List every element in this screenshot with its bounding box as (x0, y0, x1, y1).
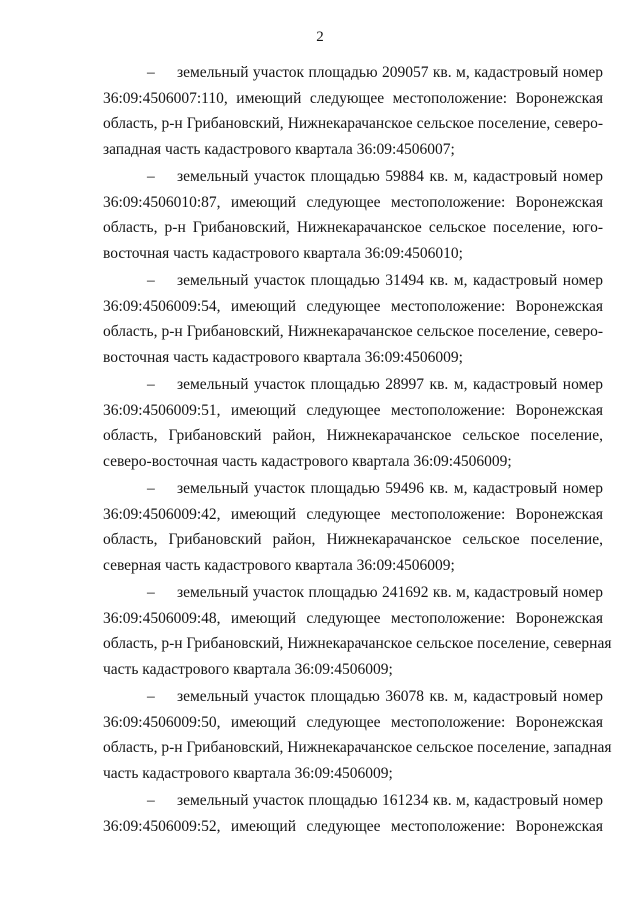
bullet-dash: – (147, 272, 155, 289)
text-line (103, 372, 603, 398)
line-text: земельный участок площадью 31494 кв. м, кадастровый номер (177, 272, 603, 289)
list-item (103, 164, 603, 266)
text-line: область, Грибановский район, Нижнекарачанское сельское поселение, (103, 531, 603, 548)
text-line: 36:09:4506009:54, имеющий следующее местоположение: Воронежская (103, 297, 603, 315)
bullet-dash: – (147, 688, 155, 705)
text-line: 36:09:4506009:52, имеющий следующее местоположение: Воронежская (103, 817, 603, 835)
bullet-dash: – (147, 584, 155, 601)
text-line: восточная часть кадастрового квартала 36:09:4506010; (103, 244, 463, 262)
line-text: земельный участок площадью 241692 кв. м, кадастровый номер (177, 584, 603, 601)
bullet-dash: – (147, 64, 155, 81)
text-line: 36:09:4506009:51, имеющий следующее местоположение: Воронежская (103, 401, 603, 419)
bullet-dash: – (147, 480, 155, 497)
list-item (103, 268, 603, 370)
text-line: 36:09:4506009:42, имеющий следующее местоположение: Воронежская (103, 505, 603, 523)
text-line (103, 60, 603, 86)
text-line: область, Грибановский район, Нижнекарачанское сельское поселение, (103, 427, 603, 444)
text-line: область, р-н Грибановский, Нижнекарачанское сельское поселение, северная (103, 635, 612, 652)
text-line (103, 788, 603, 814)
text-line: восточная часть кадастрового квартала 36:09:4506009; (103, 348, 463, 366)
bullet-dash: – (147, 168, 155, 185)
list-item (103, 788, 603, 839)
text-line (103, 164, 603, 190)
bullet-dash: – (147, 792, 155, 809)
document-body (103, 60, 612, 841)
list-item (103, 580, 612, 682)
list-item (103, 60, 603, 162)
text-line: область, р-н Грибановский, Нижнекарачанское сельское поселение, северо- (103, 323, 603, 340)
text-line: область, р-н Грибановский, Нижнекарачанское сельское поселение, западная (103, 739, 612, 756)
text-line (103, 268, 603, 294)
text-line: область, р-н Грибановский, Нижнекарачанское сельское поселение, северо- (103, 115, 603, 132)
list-item (103, 684, 612, 786)
text-line: 36:09:4506009:48, имеющий следующее местоположение: Воронежская (103, 609, 603, 627)
text-line: северная часть кадастрового квартала 36:09:4506009; (103, 556, 455, 574)
line-text: земельный участок площадью 209057 кв. м, кадастровый номер (177, 64, 603, 81)
text-line: северо-восточная часть кадастрового квартала 36:09:4506009; (103, 452, 512, 470)
text-line (103, 476, 603, 502)
text-line: часть кадастрового квартала 36:09:4506009; (103, 660, 393, 678)
text-line: 36:09:4506007:110, имеющий следующее местоположение: Воронежская (103, 89, 603, 107)
text-line: область, р-н Грибановский, Нижнекарачанское сельское поселение, юго- (103, 219, 603, 236)
line-text: земельный участок площадью 36078 кв. м, кадастровый номер (177, 688, 603, 705)
text-line: западная часть кадастрового квартала 36:09:4506007; (103, 140, 455, 158)
line-text: земельный участок площадью 161234 кв. м, кадастровый номер (177, 792, 603, 809)
line-text: земельный участок площадью 59884 кв. м, кадастровый номер (177, 168, 603, 185)
text-line: 36:09:4506010:87, имеющий следующее местоположение: Воронежская (103, 193, 603, 211)
page-number: 2 (316, 29, 324, 45)
text-line (103, 580, 603, 606)
text-line: 36:09:4506009:50, имеющий следующее местоположение: Воронежская (103, 713, 603, 731)
text-line: часть кадастрового квартала 36:09:4506009; (103, 764, 393, 782)
list-item (103, 476, 603, 578)
line-text: земельный участок площадью 28997 кв. м, кадастровый номер (177, 376, 603, 393)
line-text: земельный участок площадью 59496 кв. м, кадастровый номер (177, 480, 603, 497)
bullet-dash: – (147, 376, 155, 393)
list-item (103, 372, 603, 474)
text-line (103, 684, 603, 710)
